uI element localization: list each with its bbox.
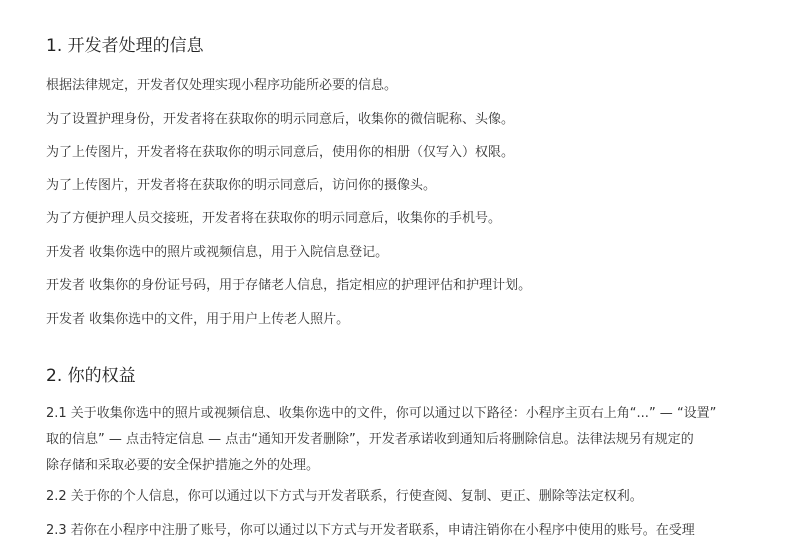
- section-1-title: 1. 开发者处理的信息: [46, 36, 204, 56]
- section-1-paragraph: 开发者 收集你选中的照片或视频信息，用于入院信息登记。: [46, 245, 389, 260]
- section-1-paragraph: 为了上传图片，开发者将在获取你的明示同意后，访问你的摄像头。: [46, 178, 437, 193]
- section-1-paragraph: 开发者 收集你的身份证号码，用于存储老人信息，指定相应的护理评估和护理计划。: [46, 278, 532, 293]
- section-1-paragraph: 根据法律规定，开发者仅处理实现小程序功能所必要的信息。: [46, 78, 398, 93]
- section-1-paragraph: 开发者 收集你选中的文件，用于用户上传老人照片。: [46, 312, 350, 327]
- section-2-item-2-3: 2.3 若你在小程序中注册了账号，你可以通过以下方式与开发者联系，申请注销你在小程序中使用的账号。在受理: [46, 523, 695, 538]
- section-1-paragraph: 为了方便护理人员交接班，开发者将在获取你的明示同意后，收集你的手机号。: [46, 211, 502, 226]
- section-2-title: 2. 你的权益: [46, 366, 136, 386]
- section-1-paragraph: 为了设置护理身份，开发者将在获取你的明示同意后，收集你的微信昵称、头像。: [46, 112, 515, 127]
- section-1-paragraph: 为了上传图片，开发者将在获取你的明示同意后，使用你的相册（仅写入）权限。: [46, 145, 515, 160]
- section-2-item-2-2: 2.2 关于你的个人信息，你可以通过以下方式与开发者联系，行使查阅、复制、更正、删除等法定权利。: [46, 489, 643, 504]
- section-2-item-2-1: [46, 401, 810, 479]
- item-line: 2.1 关于收集你选中的照片或视频信息、收集你选中的文件，你可以通过以下路径：小程序主页右上角“...” — “设置”: [46, 406, 717, 421]
- item-line: 取的信息” — 点击特定信息 — 点击“通知开发者删除”，开发者承诺收到通知后将删除信息。法律法规另有规定的: [46, 432, 694, 447]
- item-line: 除存储和采取必要的安全保护措施之外的处理。: [46, 458, 320, 473]
